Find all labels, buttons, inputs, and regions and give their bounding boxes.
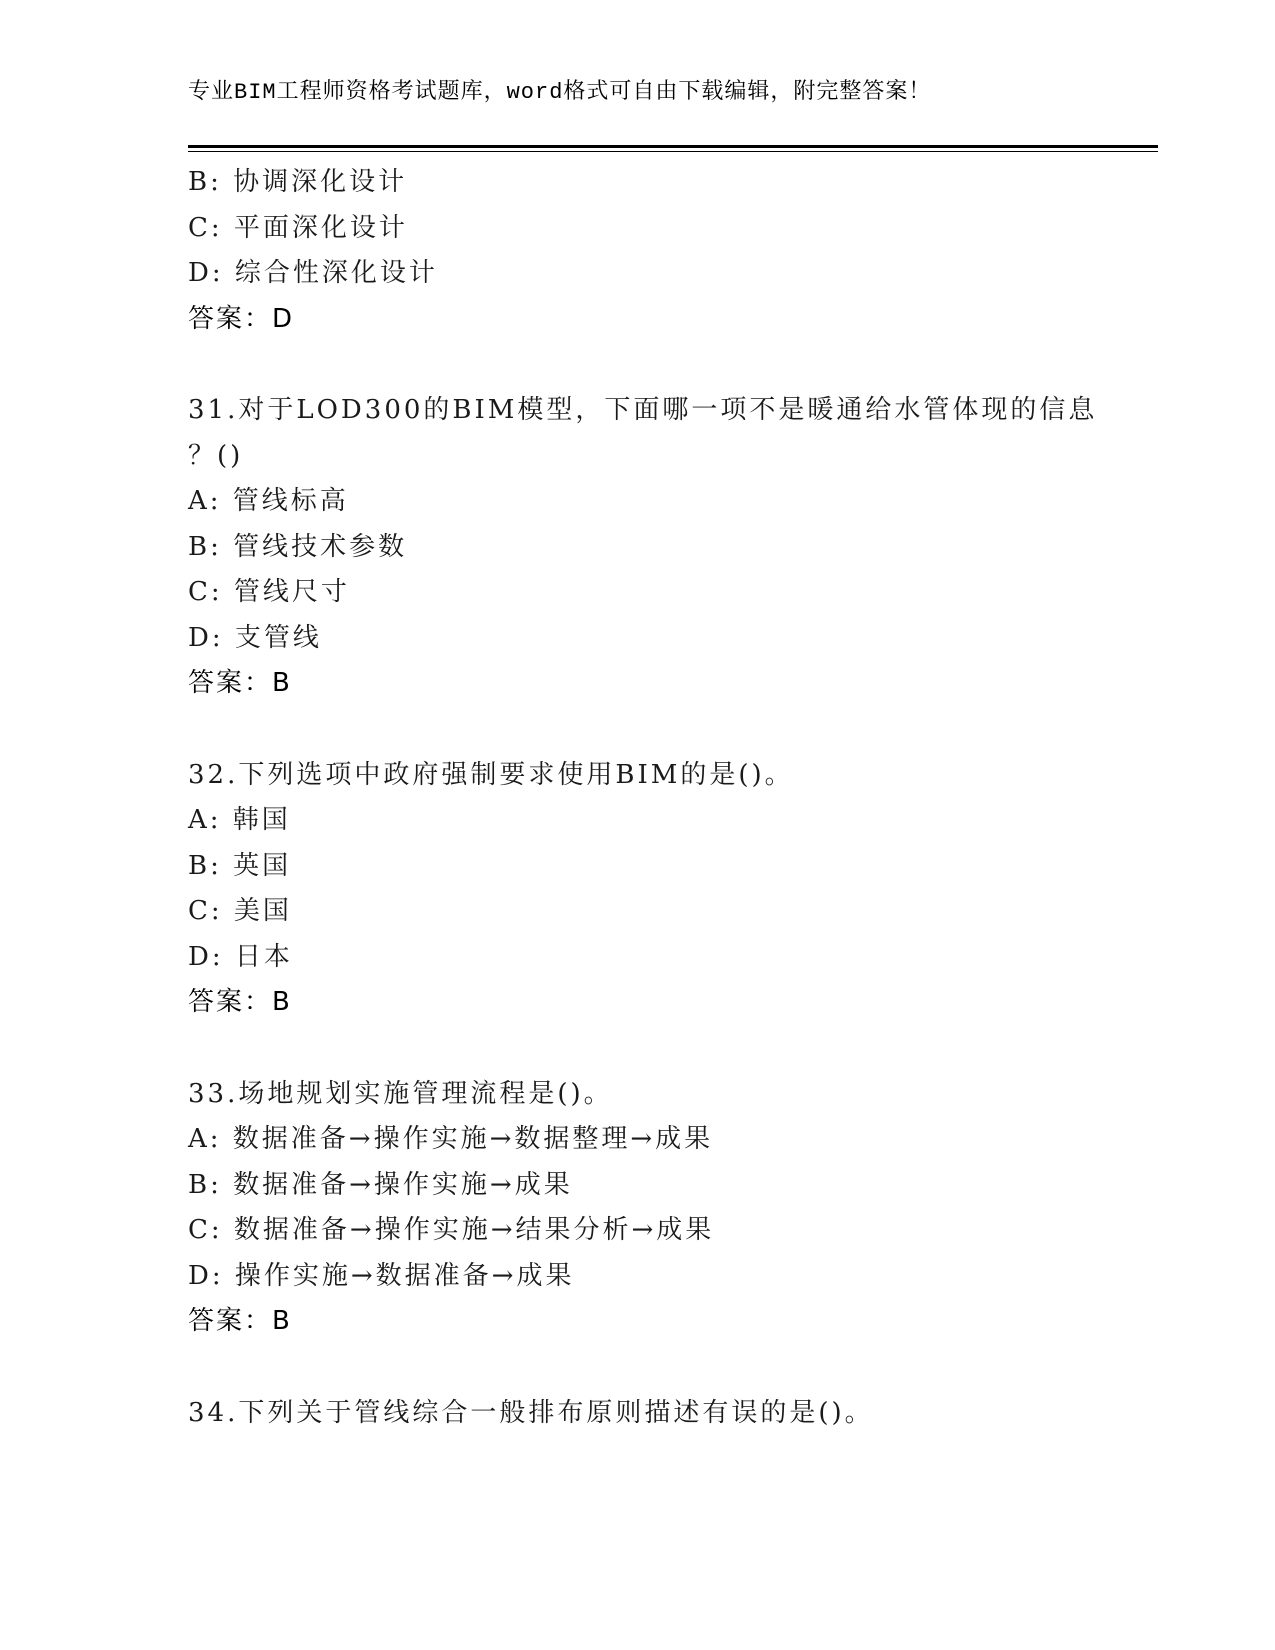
question-list <box>188 160 1158 1436</box>
question-line: B: 协调深化设计 <box>188 167 408 197</box>
question-line: D: 综合性深化设计 <box>188 258 438 288</box>
question-line: 31.对于LOD300的BIM模型，下面哪一项不是暖通给水管体现的信息 <box>188 395 1098 425</box>
question-line: B: 数据准备→操作实施→成果 <box>188 1169 573 1200</box>
question-line: D: 操作实施→数据准备→成果 <box>188 1260 575 1291</box>
question-line: B: 英国 <box>188 850 292 881</box>
block-gap <box>188 1026 1158 1072</box>
answer-line: 答案：B <box>188 668 292 698</box>
question-line: D: 支管线 <box>188 622 322 653</box>
question-line: ？() <box>188 440 244 471</box>
answer-line: 答案：B <box>188 1306 292 1336</box>
question-line: C: 美国 <box>188 896 292 926</box>
answer-line: 答案：B <box>188 987 292 1017</box>
page-header: 专业BIM工程师资格考试题库，word格式可自由下载编辑，附完整答案！ <box>188 80 932 105</box>
question-line: 34.下列关于管线综合一般排布原则描述有误的是()。 <box>188 1397 874 1428</box>
header-rule-thin <box>188 151 1158 152</box>
question-line: 32.下列选项中政府强制要求使用BIM的是()。 <box>188 759 794 790</box>
question-line: A: 数据准备→操作实施→数据整理→成果 <box>188 1124 714 1154</box>
question-line: C: 平面深化设计 <box>188 212 408 243</box>
question-line: A: 管线标高 <box>188 486 349 516</box>
block-gap <box>188 342 1158 388</box>
question-line: C: 管线尺寸 <box>188 577 350 607</box>
question-line: A: 韩国 <box>188 805 291 835</box>
question-line: B: 管线技术参数 <box>188 531 408 562</box>
answer-line: 答案：D <box>188 303 295 334</box>
question-line: 33.场地规划实施管理流程是()。 <box>188 1078 613 1109</box>
block-gap <box>188 707 1158 753</box>
question-line: D: 日本 <box>188 941 293 972</box>
header-rule-thick <box>188 145 1158 148</box>
question-line: C: 数据准备→操作实施→结果分析→成果 <box>188 1215 715 1245</box>
block-gap <box>188 1345 1158 1391</box>
